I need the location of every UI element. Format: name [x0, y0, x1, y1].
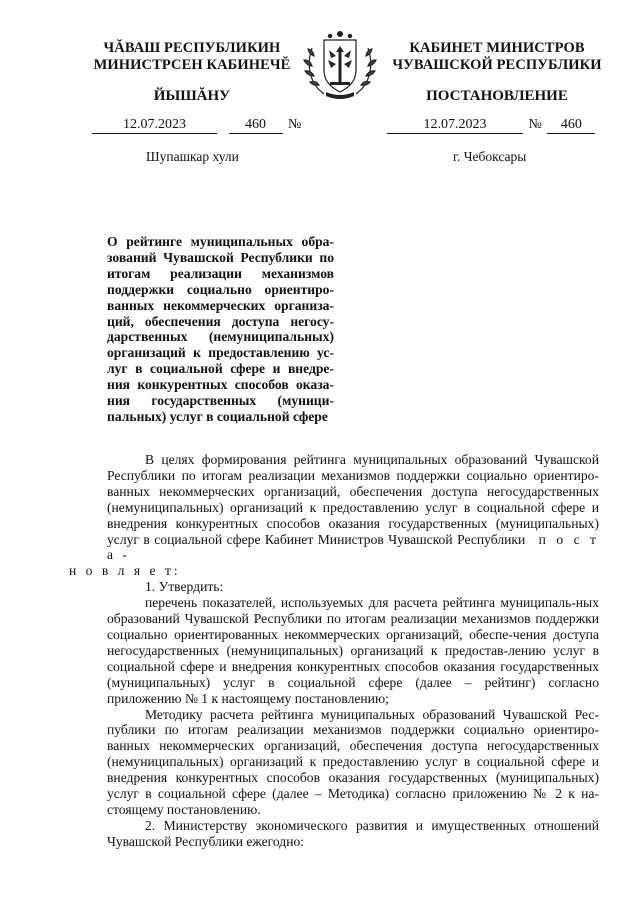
chuvash-coat-of-arms-icon — [300, 26, 380, 102]
document-title: О рейтинге муниципальных обра-зований Чувашской Республики по итогам реализации механизмов поддержки социально ориентиро-ванных некоммерческих организа-ций, обеспечения доступа негосу-дарственных (немуниципальных) организаций к предоставлению ус-луг в социальной сфере и внедре-ния конкурентных способов оказа-ния государственных (муници-пальных) услуг в социальной сфере — [107, 234, 334, 424]
header-left-line2: МИНИСТРСЕН КАБИНЕЧĔ — [93, 57, 291, 73]
date-right: 12.07.2023 — [387, 117, 523, 134]
postanovlyaet-a: п о с т а - — [107, 531, 599, 563]
header-left-line1: ЧĂВАШ РЕСПУБЛИКИН — [103, 40, 281, 56]
place-left: Шупашкар хули — [146, 149, 239, 164]
date-number-right — [387, 117, 595, 135]
number-right: 460 — [547, 117, 595, 134]
number-sign-right: № — [528, 117, 542, 132]
date-left: 12.07.2023 — [92, 117, 217, 134]
place-right: г. Чебоксары — [453, 149, 527, 164]
number-left: 460 — [229, 117, 283, 134]
header-right-line1: КАБИНЕТ МИНИСТРОВ — [409, 40, 585, 56]
paragraph-list-1: перечень показателей, используемых для расчета рейтинга муниципаль-ных образований Чувашской Республики по итогам реализации механизмов поддержки социально ориентированных некоммерческих организаций, обеспе-чения доступа негосударственных (немуниципальных) организаций к предостав-лению услуг в социальной сфере и внедрения конкурентных способов оказания государственных (муниципальных) услуг в социальной сфере (далее – рейтинг) согласно приложению № 1 к настоящему постановлению; — [107, 595, 599, 706]
document-body — [69, 452, 599, 850]
paragraph-2: 2. Министерству экономического развития и имущественных отношений Чувашской Республики ежегодно: — [107, 817, 599, 849]
header-right-line2: ЧУВАШСКОЙ РЕСПУБЛИКИ — [392, 57, 602, 73]
paragraph-1: 1. Утвердить: — [145, 579, 224, 595]
paragraph-preamble — [69, 452, 599, 579]
doc-type-russian: ПОСТАНОВЛЕНИЕ — [426, 88, 568, 104]
header-left-org — [78, 40, 306, 74]
paragraph-list-2: Методику расчета рейтинга муниципальных образований Чувашской Рес-публики по итогам реализации механизмов поддержки социально ориентиро-ванных некоммерческих организаций, обеспечения доступа негосударственных (немуниципальных) организаций к предоставлению услуг в социальной сфере и внедрения конкурентных способов оказания государственных (муниципальных) услуг в социальной сфере (далее – Методика) согласно приложению № 2 к на-стоящему постановлению. — [107, 706, 599, 817]
date-number-left — [92, 117, 301, 135]
doc-type-chuvash: ЙЫШĂНУ — [153, 88, 231, 104]
header-right-org — [386, 40, 608, 74]
number-sign-left: № — [288, 117, 302, 132]
preamble-text: В целях формирования рейтинга муниципальных образований Чувашской Республики по итогам реализации механизмов поддержки социально ориентиро-ванных некоммерческих организаций, обеспечения доступа негосударственных (немуниципальных) организаций к предоставлению услуг в социальной сфере и внедрения конкурентных способов оказания государственных (муниципальных) услуг в социальной сфере Кабинет Министров Чувашской Республики — [107, 452, 599, 547]
postanovlyaet-b: н о в л я е т: — [69, 563, 181, 579]
